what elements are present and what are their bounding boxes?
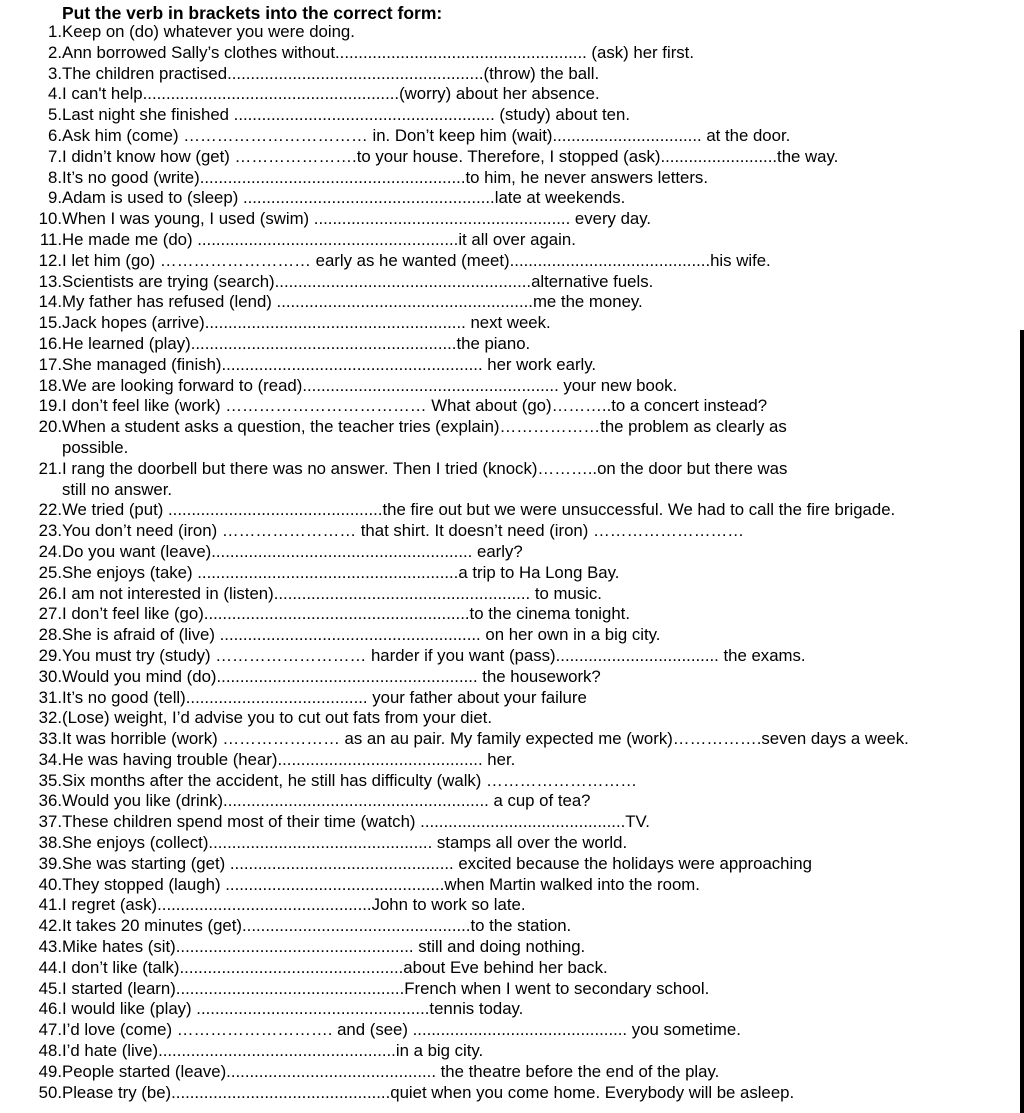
exercise-number-label: 16.	[38, 333, 62, 353]
exercise-item	[0, 812, 1024, 833]
exercise-number	[0, 854, 62, 875]
exercise-number	[0, 105, 62, 126]
exercise-number	[0, 292, 62, 313]
exercise-text: Do you want (leave)........................................................ early?	[62, 541, 523, 561]
exercise-item	[0, 230, 1024, 251]
exercise-number-label: 37.	[38, 812, 62, 832]
exercise-number-label: 5.	[48, 105, 62, 125]
exercise-text: Six months after the accident, he still has difficulty (walk) ………………………	[62, 770, 638, 790]
exercise-text: I didn’t know how (get) ………………….to your house. Therefore, I stopped (ask).........................the way.	[62, 146, 839, 166]
exercise-item	[0, 667, 1024, 688]
exercise-number	[0, 750, 62, 771]
exercise-number-label: 27.	[38, 604, 62, 624]
exercise-number-label: 33.	[38, 729, 62, 749]
exercise-number-label: 2.	[48, 42, 62, 62]
exercise-number	[0, 84, 62, 105]
exercise-text: She was starting (get) ................................................ excited because the holidays were approaching	[62, 853, 812, 873]
exercise-number-label: 25.	[38, 562, 62, 582]
exercise-text: Scientists are trying (search).......................................................alternative fuels.	[62, 271, 654, 291]
exercise-text: (Lose) weight, I’d advise you to cut out fats from your diet.	[62, 708, 492, 728]
exercise-number	[0, 396, 62, 417]
exercise-number-label: 43.	[38, 937, 62, 957]
exercise-number-label: 20.	[38, 417, 62, 437]
exercise-number	[0, 875, 62, 896]
exercise-text: He learned (play).........................................................the piano.	[62, 333, 531, 353]
exercise-item	[0, 999, 1024, 1020]
exercise-item	[0, 396, 1024, 417]
exercise-item	[0, 126, 1024, 147]
exercise-number	[0, 209, 62, 230]
exercise-number	[0, 708, 62, 729]
exercise-number-label: 1.	[48, 22, 62, 41]
exercise-text: I don’t like (talk)................................................about Eve behind her back.	[62, 957, 608, 977]
exercise-number	[0, 563, 62, 584]
exercise-number-label: 40.	[38, 874, 62, 894]
exercise-number	[0, 979, 62, 1000]
exercise-number	[0, 791, 62, 812]
exercise-number-label: 46.	[38, 999, 62, 1019]
exercise-text: She is afraid of (live) ........................................................ on her own in a big city.	[62, 625, 661, 645]
exercise-number-label: 48.	[38, 1041, 62, 1061]
exercise-number	[0, 168, 62, 189]
exercise-item	[0, 895, 1024, 916]
exercise-number	[0, 500, 62, 521]
exercise-item	[0, 272, 1024, 293]
exercise-number-label: 32.	[38, 708, 62, 728]
exercise-text: Would you like (drink)......................................................... a cup of tea?	[62, 791, 591, 811]
exercise-number-label: 7.	[48, 146, 62, 166]
exercise-item	[0, 355, 1024, 376]
exercise-text: You don’t need (iron) …………………… that shirt. It doesn’t need (iron) ………………………	[62, 521, 745, 541]
exercise-item	[0, 459, 1024, 480]
exercise-number	[0, 459, 62, 480]
exercise-number	[0, 729, 62, 750]
exercise-text: Would you mind (do)........................................................ the housework?	[62, 666, 601, 686]
exercise-number	[0, 64, 62, 85]
exercise-number	[0, 334, 62, 355]
exercise-item	[0, 791, 1024, 812]
exercise-text: Jack hopes (arrive)........................................................ next week.	[62, 313, 551, 333]
exercise-item	[0, 147, 1024, 168]
exercise-number-label: 10.	[38, 209, 62, 229]
exercise-number	[0, 1041, 62, 1062]
exercise-text-continuation: possible.	[62, 437, 129, 457]
exercise-number-label: 12.	[38, 250, 62, 270]
exercise-number-label: 28.	[38, 625, 62, 645]
exercise-text: When a student asks a question, the teacher tries (explain)………………the problem as clearly as	[62, 417, 787, 437]
exercise-item	[0, 937, 1024, 958]
exercise-number-label: 45.	[38, 978, 62, 998]
exercise-item	[0, 771, 1024, 792]
exercise-text: I let him (go) ……………………… early as he wanted (meet)...........................................his wife.	[62, 250, 771, 270]
worksheet-title: Put the verb in brackets into the correct form:	[62, 3, 443, 23]
exercise-text: Ask him (come) …………………………… in. Don’t keep him (wait)................................ at the door.	[62, 125, 791, 145]
exercise-item	[0, 916, 1024, 937]
exercise-item	[0, 22, 1024, 43]
exercise-item	[0, 417, 1024, 438]
exercise-number-label: 41.	[38, 895, 62, 915]
exercise-item	[0, 105, 1024, 126]
exercise-item	[0, 168, 1024, 189]
exercise-text: Mike hates (sit)................................................... still and doing nothing.	[62, 937, 586, 957]
exercise-item	[0, 584, 1024, 605]
exercise-number	[0, 584, 62, 605]
exercise-number-label: 3.	[48, 63, 62, 83]
exercise-number	[0, 251, 62, 272]
exercise-text: Ann borrowed Sally’s clothes without...................................................... (ask) her first.	[62, 42, 694, 62]
exercise-number-label: 13.	[38, 271, 62, 291]
exercise-number-label: 8.	[48, 167, 62, 187]
exercise-item	[0, 84, 1024, 105]
exercise-number	[0, 1083, 62, 1104]
exercise-number	[0, 542, 62, 563]
exercise-number	[0, 646, 62, 667]
exercise-number-label: 42.	[38, 916, 62, 936]
exercise-text: Adam is used to (sleep) ......................................................late at weekends.	[62, 188, 626, 208]
exercise-number-label: 39.	[38, 853, 62, 873]
exercise-text: I regret (ask)..............................................John to work so late.	[62, 895, 526, 915]
exercise-text: Last night she finished ........................................................ (study) about ten.	[62, 105, 631, 125]
exercise-item	[0, 1062, 1024, 1083]
exercise-item	[0, 875, 1024, 896]
exercise-number	[0, 521, 62, 542]
exercise-list	[0, 22, 1024, 1103]
exercise-number	[0, 313, 62, 334]
exercise-number-label: 4.	[48, 84, 62, 104]
exercise-item	[0, 563, 1024, 584]
exercise-number	[0, 999, 62, 1020]
exercise-number-label: 38.	[38, 833, 62, 853]
exercise-item	[0, 64, 1024, 85]
exercise-number	[0, 812, 62, 833]
exercise-number	[0, 833, 62, 854]
exercise-number	[0, 417, 62, 438]
exercise-number	[0, 958, 62, 979]
exercise-number-label: 35.	[38, 770, 62, 790]
exercise-number-label: 34.	[38, 749, 62, 769]
page-edge-shadow	[1020, 330, 1024, 1113]
exercise-number	[0, 937, 62, 958]
exercise-number-label: 23.	[38, 521, 62, 541]
exercise-item	[0, 625, 1024, 646]
exercise-item	[0, 854, 1024, 875]
exercise-text: She enjoys (collect)................................................ stamps all over the world.	[62, 833, 628, 853]
exercise-text: You must try (study) ……………………… harder if you want (pass)................................... the exams.	[62, 645, 806, 665]
exercise-item	[0, 1083, 1024, 1104]
exercise-text: I am not interested in (listen)....................................................... to music.	[62, 583, 602, 603]
exercise-text: It’s no good (write).........................................................to him, he never answers letters.	[62, 167, 708, 187]
exercise-number	[0, 22, 62, 43]
exercise-number-label: 47.	[38, 1020, 62, 1040]
exercise-text: She managed (finish)........................................................ her work early.	[62, 354, 597, 374]
exercise-item	[0, 292, 1024, 313]
exercise-text: He made me (do) ........................................................it all over again.	[62, 229, 576, 249]
exercise-number	[0, 688, 62, 709]
exercise-number-label: 18.	[38, 375, 62, 395]
exercise-number	[0, 916, 62, 937]
exercise-number	[0, 272, 62, 293]
exercise-text: I started (learn).................................................French when I went to secondary school.	[62, 978, 710, 998]
exercise-item	[0, 688, 1024, 709]
exercise-text: When I was young, I used (swim) ....................................................... every day.	[62, 209, 652, 229]
exercise-text: I can't help.......................................................(worry) about her absence.	[62, 84, 600, 104]
exercise-text: It was horrible (work) ………………… as an au pair. My family expected me (work)…………….seven days a week.	[62, 729, 909, 749]
exercise-item	[0, 313, 1024, 334]
exercise-number-label: 22.	[38, 500, 62, 520]
exercise-number-label: 9.	[48, 188, 62, 208]
exercise-number	[0, 667, 62, 688]
exercise-item	[0, 376, 1024, 397]
exercise-number	[0, 188, 62, 209]
exercise-text: I don’t feel like (work) ……………………………… What about (go)………..to a concert instead?	[62, 396, 768, 416]
exercise-text: Keep on (do) whatever you were doing.	[62, 22, 355, 41]
exercise-number	[0, 230, 62, 251]
exercise-text: My father has refused (lend) .......................................................me the money.	[62, 292, 643, 312]
exercise-number-label: 29.	[38, 645, 62, 665]
exercise-item	[0, 188, 1024, 209]
exercise-number-label: 26.	[38, 583, 62, 603]
exercise-text: These children spend most of their time (watch) ............................................TV.	[62, 812, 650, 832]
exercise-item	[0, 334, 1024, 355]
exercise-number	[0, 376, 62, 397]
exercise-item	[0, 251, 1024, 272]
exercise-number-label: 44.	[38, 957, 62, 977]
exercise-text: I’d hate (live)...................................................in a big city.	[62, 1041, 484, 1061]
exercise-number-label: 30.	[38, 666, 62, 686]
exercise-number-label: 24.	[38, 541, 62, 561]
exercise-number	[0, 1020, 62, 1041]
exercise-item	[0, 1020, 1024, 1041]
exercise-number	[0, 126, 62, 147]
exercise-text: People started (leave)............................................. the theatre before the end of the play.	[62, 1061, 720, 1081]
exercise-item	[0, 1041, 1024, 1062]
exercise-number-label: 21.	[38, 458, 62, 478]
exercise-number-label: 19.	[38, 396, 62, 416]
exercise-item	[0, 521, 1024, 542]
exercise-number-label: 17.	[38, 354, 62, 374]
exercise-item	[0, 500, 1024, 521]
exercise-item	[0, 542, 1024, 563]
exercise-item	[0, 708, 1024, 729]
exercise-text: I would like (play) ..................................................tennis today.	[62, 999, 524, 1019]
exercise-item	[0, 958, 1024, 979]
exercise-number-label: 36.	[38, 791, 62, 811]
exercise-item	[0, 604, 1024, 625]
exercise-number	[0, 604, 62, 625]
exercise-text: I’d love (come) ………………………. and (see) .............................................. you sometime.	[62, 1020, 741, 1040]
exercise-number	[0, 1062, 62, 1083]
exercise-number-label: 14.	[38, 292, 62, 312]
exercise-text-continuation: still no answer.	[62, 479, 173, 499]
exercise-item	[0, 729, 1024, 750]
exercise-text: We are looking forward to (read)....................................................... your new book.	[62, 375, 678, 395]
exercise-item	[0, 646, 1024, 667]
exercise-number	[0, 625, 62, 646]
exercise-number-label: 31.	[38, 687, 62, 707]
exercise-number-label: 50.	[38, 1082, 62, 1102]
exercise-number-label: 15.	[38, 313, 62, 333]
exercise-text: The children practised.......................................................(throw) the ball.	[62, 63, 600, 83]
exercise-item	[0, 979, 1024, 1000]
exercise-number	[0, 895, 62, 916]
exercise-item	[0, 750, 1024, 771]
exercise-item	[0, 209, 1024, 230]
exercise-text: It takes 20 minutes (get).................................................to the station.	[62, 916, 572, 936]
exercise-number	[0, 771, 62, 792]
exercise-text: It’s no good (tell)....................................... your father about your failure	[62, 687, 587, 707]
exercise-text: She enjoys (take) ........................................................a trip to Ha Long Bay.	[62, 562, 620, 582]
exercise-item	[0, 833, 1024, 854]
exercise-text: We tried (put) ..............................................the fire out but we were unsuccessful. We had to call the fire brigade.	[62, 500, 896, 520]
exercise-number-label: 6.	[48, 125, 62, 145]
exercise-number	[0, 43, 62, 64]
exercise-number-label: 11.	[39, 229, 62, 249]
exercise-item	[0, 43, 1024, 64]
exercise-text: He was having trouble (hear)............................................ her.	[62, 749, 516, 769]
exercise-number-label: 49.	[38, 1061, 62, 1081]
exercise-text: They stopped (laugh) ...............................................when Martin walked into the room.	[62, 874, 700, 894]
exercise-number	[0, 355, 62, 376]
exercise-number	[0, 147, 62, 168]
exercise-text: I rang the doorbell but there was no answer. Then I tried (knock)………..on the door but there was	[62, 458, 788, 478]
exercise-text: Please try (be)...............................................quiet when you come home. Everybody will be asleep.	[62, 1082, 795, 1102]
exercise-text: I don’t feel like (go).........................................................to the cinema tonight.	[62, 604, 630, 624]
